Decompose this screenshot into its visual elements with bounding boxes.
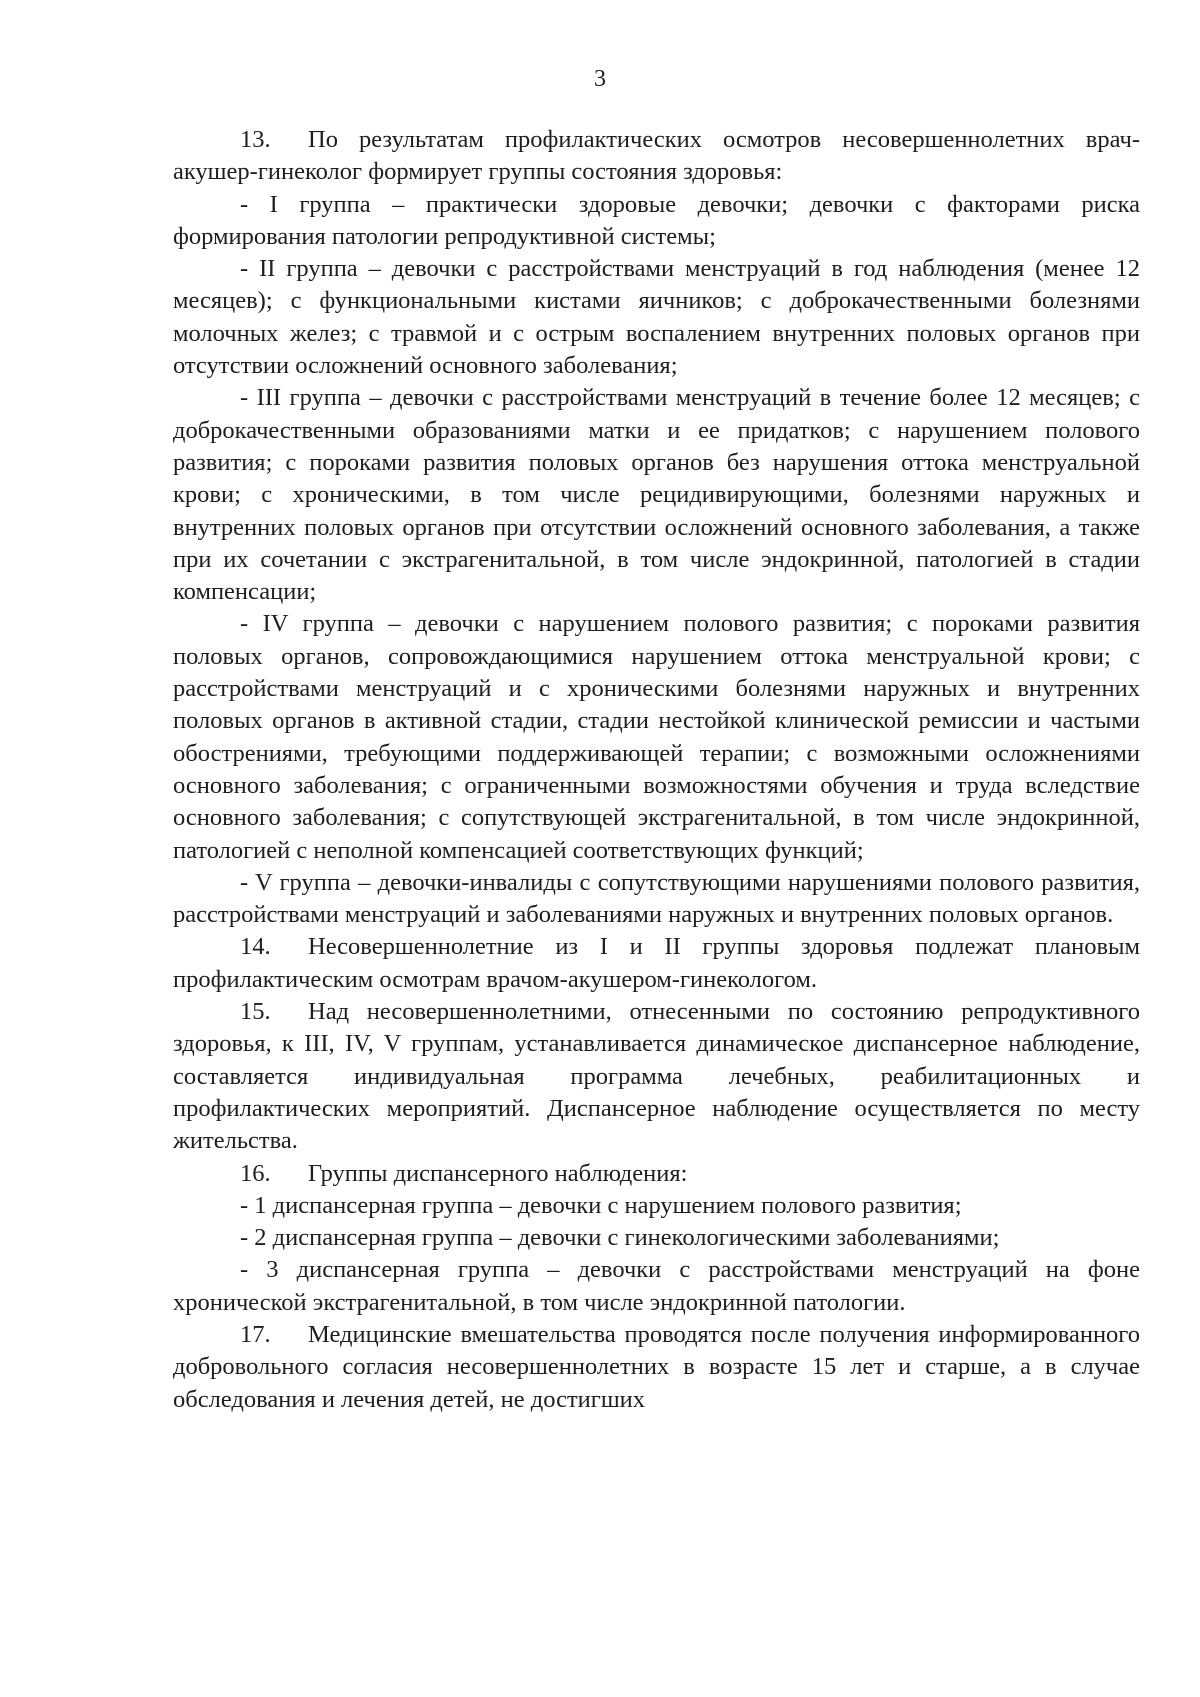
paragraph-text: - I группа – практически здоровые девочки; девочки с факторами риска формирования патологии репродуктивной системы; xyxy=(173,190,1140,250)
paragraph-number: 14. xyxy=(240,933,271,961)
paragraph-text: - II группа – девочки с расстройствами менструаций в год наблюдения (менее 12 месяцев); с функциональными кистами яичников; с доброкачественными болезнями молочных желез; с травмой и с острым воспалением внутренних половых органов при отсутствии осложнений основного заболевания; xyxy=(173,255,1140,380)
paragraph-number: 16. xyxy=(240,1159,271,1187)
dispensary-group-1 xyxy=(173,1190,1140,1222)
dispensary-group-2 xyxy=(173,1222,1140,1254)
paragraph-16 xyxy=(173,1158,1140,1190)
paragraph-text: Над несовершеннолетними, отнесенными по состоянию репродуктивного здоровья, к III, IV, V группам, устанавливается динамическое диспансерное наблюдение, составляется индивидуальная программа лечебных, реабилитационных и профилактических мероприятий. Диспансерное наблюдение осуществляется по месту жительства. xyxy=(173,998,1140,1155)
paragraph-15 xyxy=(173,996,1140,1157)
paragraph-text: - 1 диспансерная группа – девочки с нарушением полового развития; xyxy=(240,1191,962,1219)
paragraph-number: 15. xyxy=(240,998,271,1026)
paragraph-text: Группы диспансерного наблюдения: xyxy=(308,1159,688,1187)
paragraph-text: - 3 диспансерная группа – девочки с расстройствами менструаций на фоне хронической экстрагенитальной, в том числе эндокринной патологии. xyxy=(173,1256,1140,1316)
paragraph-number: 17. xyxy=(240,1320,271,1348)
paragraph-text: - 2 диспансерная группа – девочки с гинекологическими заболеваниями; xyxy=(240,1224,1000,1252)
paragraph-text: - IV группа – девочки с нарушением полового развития; с пороками развития половых органов, сопровождающимися нарушением оттока менструальной крови; с расстройствами менструаций и с хроническими болезнями наружных и внутренних половых органов в активной стадии, стадии нестойкой клинической ремиссии и частыми обострениями, требующими поддерживающей терапии; с возможными осложнениями основного заболевания; с ограниченными возможностями обучения и труда вследствие основного заболевания; с сопутствующей экстрагенитальной, в том числе эндокринной, патологией с неполной компенсацией соответствующих функций; xyxy=(173,610,1140,864)
health-group-3 xyxy=(173,382,1140,608)
dispensary-group-3 xyxy=(173,1254,1140,1319)
page-number: 3 xyxy=(594,66,606,92)
paragraph-text: По результатам профилактических осмотров несовершеннолетних врач-акушер-гинеколог формирует группы состояния здоровья: xyxy=(173,126,1140,186)
health-group-4 xyxy=(173,608,1140,866)
health-group-5 xyxy=(173,867,1140,932)
paragraph-text: - III группа – девочки с расстройствами менструаций в течение более 12 месяцев; с доброкачественными образованиями матки и ее придатков; с нарушением полового развития; с пороками развития половых органов без нарушения оттока менструальной крови; с хроническими, в том числе рецидивирующими, болезнями наружных и внутренних половых органов при отсутствии осложнений основного заболевания, а также при их сочетании с экстрагенитальной, в том числе эндокринной, патологией в стадии компенсации; xyxy=(173,384,1140,606)
paragraph-text: Медицинские вмешательства проводятся после получения информированного добровольного согласия несовершеннолетних в возрасте 15 лет и старше, а в случае обследования и лечения детей, не достигших xyxy=(173,1320,1140,1413)
paragraph-14 xyxy=(173,931,1140,996)
health-group-1 xyxy=(173,189,1140,254)
document-body xyxy=(173,124,1140,1416)
paragraph-number: 13. xyxy=(240,126,271,153)
paragraph-13 xyxy=(173,124,1140,189)
paragraph-17 xyxy=(173,1319,1140,1416)
health-group-2 xyxy=(173,253,1140,382)
paragraph-text: - V группа – девочки-инвалиды с сопутствующими нарушениями полового развития, расстройствами менструаций и заболеваниями наружных и внутренних половых органов. xyxy=(173,868,1140,929)
paragraph-text: Несовершеннолетние из I и II группы здоровья подлежат плановым профилактическим осмотрам врачом-акушером-гинекологом. xyxy=(173,933,1140,993)
